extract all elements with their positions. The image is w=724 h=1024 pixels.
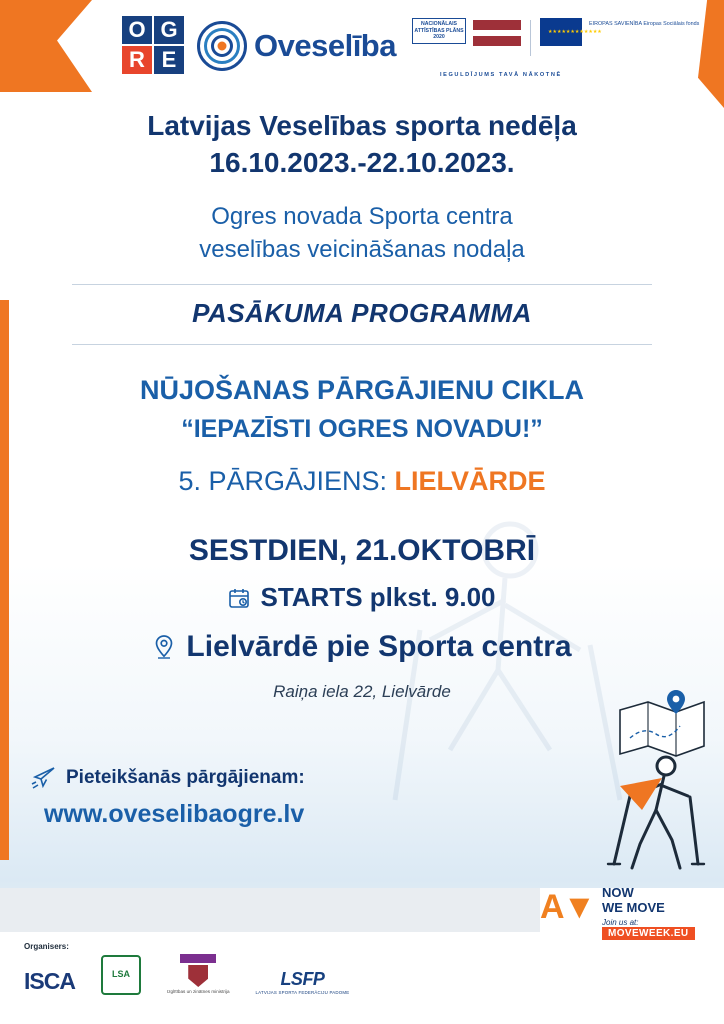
lsa-wordmark: LSA <box>111 969 130 980</box>
nwm-line-1: NOW <box>602 885 634 900</box>
cycle-line-1: NŪJOŠANAS PĀRGĀJIENU CIKLA <box>139 375 585 405</box>
ogre-logo-cell-r: R <box>122 46 152 74</box>
oveseliba-logo <box>196 20 396 72</box>
registration-label: Pieteikšanās pārgājienam: <box>66 767 305 788</box>
cycle-line-2: “IEPAZĪSTI OGRES NOVADU!” <box>181 414 543 443</box>
paper-plane-icon <box>30 766 56 790</box>
latvia-flag-icon <box>473 20 521 46</box>
eu-flag-icon <box>540 18 582 46</box>
event-start-time-row <box>0 582 724 613</box>
isca-wordmark: ISCA <box>24 967 75 994</box>
page-title <box>0 108 724 182</box>
lsfp-logo <box>256 969 350 995</box>
join-us-label: Join us at: <box>602 918 639 927</box>
nordic-walker-illustration <box>580 752 708 878</box>
subtitle-line-1: Ogres novada Sporta centra <box>211 203 513 230</box>
folded-map-icon <box>614 688 710 762</box>
event-address: Raiņa iela 22, Lielvārde <box>273 682 451 701</box>
event-location-row <box>0 630 724 664</box>
subtitle <box>0 200 724 266</box>
event-location: Lielvārdē pie Sporta centra <box>186 630 572 663</box>
leg-prefix: 5. PĀRGĀJIENS: <box>178 466 395 496</box>
footer <box>0 885 724 1024</box>
nap-label: NACIONĀLAIS ATTĪSTĪBAS PLĀNS 2020 <box>412 18 466 44</box>
ministry-caption: Izglītības un zinātnes ministrija <box>166 989 230 994</box>
eu-social-fund-label: EIROPAS SAVIENĪBA Eiropas Sociālais fonds <box>589 21 700 27</box>
ogre-logo-cell-e: E <box>154 46 184 74</box>
now-we-move-mark: A▼ <box>540 888 595 926</box>
eu-tagline: IEGULDĪJUMS TAVĀ NĀKOTNĒ <box>440 72 562 78</box>
eu-funding-logos <box>412 18 699 56</box>
divider-bottom <box>72 344 652 345</box>
now-we-move-logo <box>540 886 708 938</box>
registration-row <box>30 766 650 790</box>
ogre-municipality-logo <box>122 16 184 74</box>
ogre-logo-cell-g: G <box>154 16 184 44</box>
organisers-label: Organisers: <box>24 942 69 951</box>
leg-place: LIELVĀRDE <box>394 466 546 496</box>
subtitle-line-2: veselības veicināšanas nodaļa <box>199 236 525 264</box>
now-we-move-text <box>602 886 665 916</box>
divider-top <box>72 284 652 285</box>
title-line-2: 16.10.2023.-22.10.2023. <box>209 146 515 178</box>
ministry-of-education-logo <box>167 954 230 995</box>
header-logos <box>0 8 724 86</box>
title-line-1: Latvijas Veselības sporta nedēļa <box>147 110 577 141</box>
lsfp-caption: LATVIJAS SPORTA FEDERĀCIJU PADOME <box>255 989 350 995</box>
map-pin-icon <box>152 634 176 660</box>
ministry-crest-icon <box>188 965 208 987</box>
oveseliba-wordmark: Oveselība <box>254 28 396 63</box>
registration-url[interactable]: www.oveselibaogre.lv <box>44 800 305 828</box>
ministry-bar <box>180 954 216 963</box>
lsfp-wordmark: LSFP <box>280 968 325 989</box>
program-heading: PASĀKUMA PROGRAMMA <box>192 298 532 328</box>
nwm-line-2: WE MOVE <box>602 899 665 915</box>
national-development-plan-logo <box>412 18 466 44</box>
calendar-icon <box>228 587 250 609</box>
moveweek-url-badge[interactable]: MOVEWEEK.EU <box>602 927 695 940</box>
event-leg <box>0 466 724 497</box>
concentric-circles-icon <box>196 20 248 72</box>
lsa-logo <box>101 955 141 995</box>
isca-logo <box>24 968 75 995</box>
divider <box>530 20 531 56</box>
event-start-time: STARTS plkst. 9.00 <box>260 582 496 612</box>
ogre-logo-cell-o: O <box>122 16 152 44</box>
organisers-logos <box>24 954 349 995</box>
event-cycle <box>0 370 724 448</box>
event-day: SESTDIEN, 21.OKTOBRĪ <box>188 534 536 567</box>
